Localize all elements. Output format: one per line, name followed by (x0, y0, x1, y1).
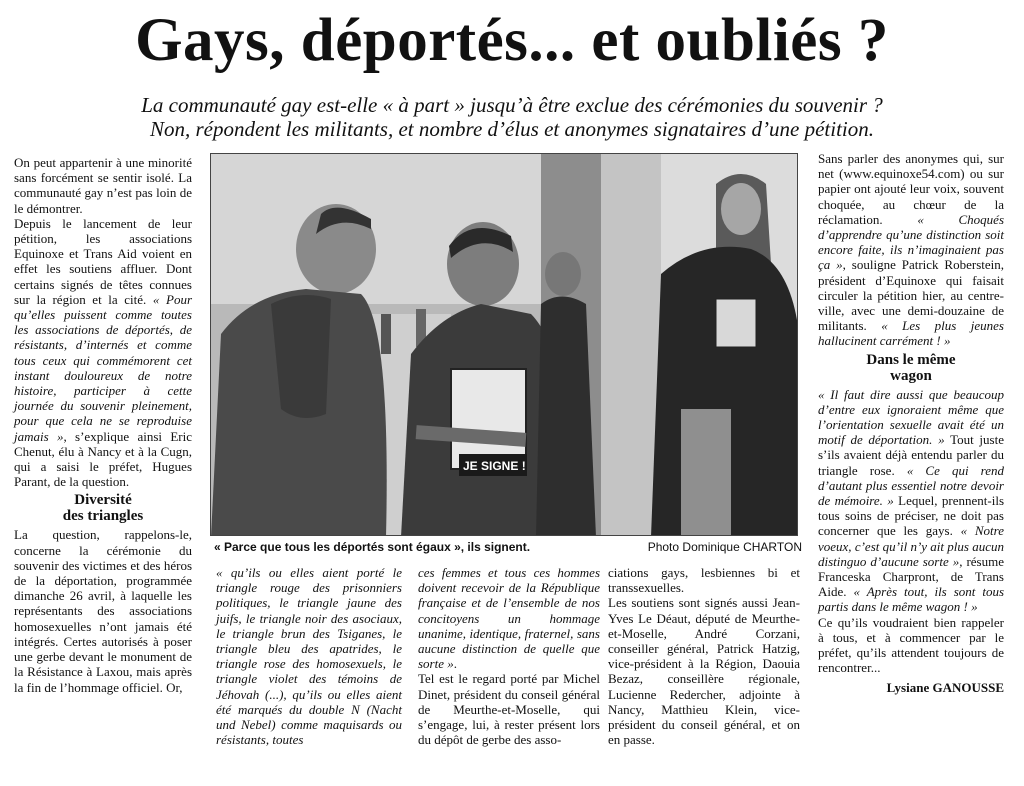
quote-text: « Pour qu’elles puissent comme toutes les associations de déportés, de résistants, d’internés et comme tous ceux qui commémorent cet instant douloureux de notre histoire, participer à cette journée du souvenir pleinement, pour que cela ne se reproduise jamais » (14, 291, 193, 444)
article-headline: Gays, déportés... et oubliés ? (135, 7, 889, 74)
sign-text: JE SIGNE ! (463, 459, 526, 473)
subtitle-line: Dans le même (866, 351, 956, 368)
quote-text: « Les plus jeunes hallucinent carrément ! » (818, 318, 1004, 349)
paragraph-text: Tout juste s’ils avaient déjà entendu parler du triangle rose. (818, 432, 1004, 478)
paragraph: Les soutiens sont signés aussi Jean-Yves Le Déaut, député de Meurthe-et-Moselle, André Corzani, conseiller général, Patrick Hatzig, vice-président à la Région, Daouia Bezaz, conseillère régionale, Lucienne Redercher, adjointe à Nancy, Matthieu Klein, vice-président du conseil général, et on en passe. (608, 595, 800, 748)
paragraph (418, 565, 600, 671)
quote-text: « Ce qui rend d’autant plus essentiel notre devoir de mémoire. » (818, 462, 1004, 509)
article-subheadline (0, 93, 1024, 141)
author-signature: Lysiane GANOUSSE (886, 679, 1004, 695)
paragraph: Tel est le regard porté par Michel Dinet, président du conseil général de Meurthe-et-Moselle, qui s’engage, lui, à rester présent lors du dépôt de gerbe des asso- (418, 671, 600, 748)
paragraph (818, 387, 1004, 615)
paragraph (818, 151, 1004, 349)
paragraph-text: Lequel, prennent-ils tous soins de préciser, ne doit pas concerner que les gays. (818, 493, 1004, 539)
column-1 (14, 155, 192, 695)
subtitle-line: des triangles (62, 508, 144, 525)
subtitle-line: wagon (890, 367, 932, 384)
paragraph: « qu’ils ou elles aient porté le triangle rouge des prisonniers politiques, le triangle jaune des juifs, le triangle noir des asociaux, le triangle brun des Tsiganes, le triangle bleu des apatrides, le triangle rose des homosexuels, le triangle violet des témoins de Jéhovah (...), qu’ils ou elles aient été marqués du double N (Nacht und Nebel) comme maquisards ou résistants, toutes (216, 565, 402, 748)
quote-text: « Choqués d’apprendre qu’une distinction soit encore faite, ils n’imaginaient pas ça » (818, 211, 1005, 273)
article-photo (210, 153, 798, 536)
subheadline-line-2: Non, répondent les militants, et nombre d’élus et anonymes signataires d’une pétition. (149, 117, 875, 141)
quote-text: ces femmes et tous ces hommes doivent recevoir de la République française et de l’ensemble de nos concitoyens un hommage unanime, identique, fraternel, sans aucune distinction de quelle que sorte » (418, 565, 600, 672)
column-2 (216, 565, 402, 747)
subheadline-line-1: La communauté gay est-elle « à part » jusqu’à être exclue des cérémonies du souvenir ? (141, 93, 883, 117)
photo-caption: « Parce que tous les déportés sont égaux », ils signent. (214, 540, 531, 554)
quote-text: « Il faut dire aussi que beaucoup d’entre eux ignoraient même que l’orientation sexuelle avait été un motif de déportation. » (818, 386, 1004, 448)
subtitle-line: Diversité (74, 492, 132, 509)
paragraph: La question, rappelons-le, concerne la cérémonie du souvenir des victimes et des héros de la déportation, programmée dimanche 26 avril, à laquelle les représentants des associations homosexuelles n’ont jamais été intégrés. Certes autorisés à poser une gerbe devant le monument de la Résistance à Laxou, mais après la fin de l’hommage officiel. Or, (14, 527, 192, 695)
paragraph (14, 216, 192, 490)
photo-illustration (211, 154, 798, 536)
photo-credit: Photo Dominique CHARTON (647, 540, 802, 554)
paragraph: ciations gays, lesbiennes bi et transsexuelles. (608, 565, 800, 596)
paragraph-text: , souligne Patrick Roberstein, président d’Equinoxe qui faisait circuler la pétition hier, au centre-ville, avec une demi-douzaine de militants. (818, 257, 1004, 334)
paragraph-text: Sans parler des anonymes qui, sur net (www.equinoxe54.com) ou sur papier ont ajouté leur voix, souvent choquée, au chœur de la réclamation. (818, 151, 1004, 227)
paragraph-text: Depuis le lancement de leur pétition, les associations Equinoxe et Trans Aid voient en effet les soutiens affluer. Dont certains signés de têtes connues sur la région et la cité. (14, 215, 192, 307)
column-5 (818, 151, 1004, 695)
paragraph-text: , s’explique ainsi Eric Chenut, élu à Nancy et à la Cugn, qui a saisi le préfet, Hugues Parant, de la question. (14, 428, 193, 490)
section-subtitle (14, 492, 192, 524)
column-4 (608, 565, 800, 747)
section-subtitle (818, 352, 1004, 384)
paragraph: On peut appartenir à une minorité sans forcément se sentir isolé. La communauté gay n’est pas loin de le démontrer. (14, 155, 192, 216)
paragraph: Ce qu’ils voudraient bien rappeler à tous, et à commencer par le préfet, qu’ils attendent toujours de rencontrer... (818, 614, 1004, 676)
paragraph-text: . (453, 656, 457, 672)
quote-text: « Notre voeux, c’est qu’il n’y ait plus aucun distinguo d’aucune sorte » (818, 523, 1004, 569)
paragraph-text: , résume Franceska Charpront, de Trans Aide. (818, 553, 1004, 600)
quote-text: « Après tout, ils sont tous partis dans le même wagon ! » (818, 584, 1004, 615)
column-3 (418, 565, 600, 747)
